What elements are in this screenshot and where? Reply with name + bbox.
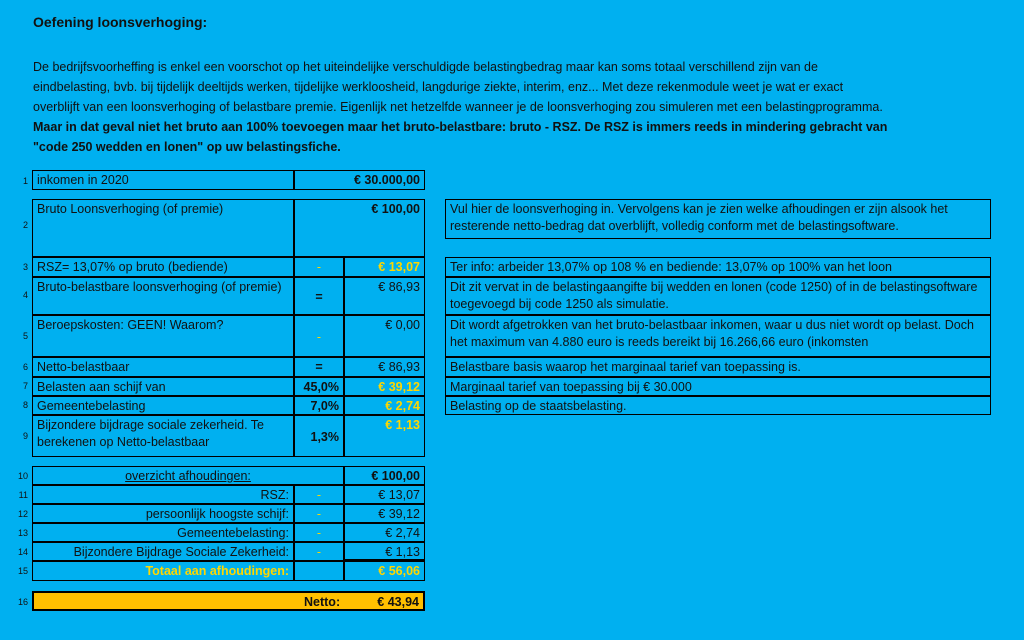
municipal-tax-value: € 2,74	[344, 396, 425, 415]
overview-social-value: € 1,13	[344, 542, 425, 561]
overview-bracket-operator: -	[294, 504, 344, 523]
page-title: Oefening loonsverhoging:	[33, 14, 208, 30]
tax-bracket-rate[interactable]: 45,0%	[294, 377, 344, 396]
net-taxable-info: Belastbare basis waarop het marginaal tarief van toepassing is.	[445, 357, 991, 377]
professional-costs-info: Dit wordt afgetrokken van het bruto-belastbaar inkomen, waar u dus niet wordt op belast. Doch het maximum van 4.880 euro is reeds bereikt bij 16.266,66 euro (inkomsten	[445, 315, 991, 357]
total-deductions-value: € 56,06	[344, 561, 425, 581]
overview-rsz-operator: -	[294, 485, 344, 504]
taxable-gross-operator: =	[294, 277, 344, 315]
row-number: 11	[18, 490, 28, 500]
rsz-label: RSZ= 13,07% op bruto (bediende)	[32, 257, 294, 277]
overview-rsz-label: RSZ:	[32, 485, 294, 504]
row-number: 10	[17, 471, 28, 481]
social-contribution-rate[interactable]: 1,3%	[294, 415, 344, 457]
row-number: 12	[17, 509, 28, 519]
social-contribution-label: Bijzondere bijdrage sociale zekerheid. Te berekenen op Netto-belastbaar	[32, 415, 294, 457]
net-taxable-label: Netto-belastbaar	[32, 357, 294, 377]
income-value[interactable]: € 30.000,00	[294, 170, 425, 190]
net-taxable-value: € 86,93	[344, 357, 425, 377]
overview-municipal-label: Gemeentebelasting:	[32, 523, 294, 542]
overview-social-operator: -	[294, 542, 344, 561]
row-number: 7	[22, 381, 28, 391]
row-number: 4	[22, 290, 28, 300]
intro-bold: Maar in dat geval niet het bruto aan 100% toevoegen maar het bruto-belastbare: bruto - RSZ. De RSZ is immers reeds in mindering gebracht van "code 250 wedden en lonen" op uw belastingsfiche.	[33, 120, 888, 154]
municipal-tax-info: Belasting op de staatsbelasting.	[445, 396, 991, 415]
taxable-gross-value: € 86,93	[344, 277, 425, 315]
row-number: 3	[22, 262, 28, 272]
netto-label: Netto:	[304, 595, 341, 609]
tax-bracket-value: € 39,12	[344, 377, 425, 396]
gross-raise-value[interactable]: € 100,00	[294, 199, 425, 257]
intro-text	[33, 57, 893, 157]
rsz-operator: -	[294, 257, 344, 277]
overview-bracket-value: € 39,12	[344, 504, 425, 523]
tax-bracket-label: Belasten aan schijf van	[32, 377, 294, 396]
netto-value: € 43,94	[377, 595, 419, 609]
netto-row	[32, 591, 425, 611]
row-number: 6	[22, 362, 28, 372]
professional-costs-operator: -	[294, 315, 344, 357]
gross-raise-info: Vul hier de loonsverhoging in. Vervolgens kan je zien welke afhoudingen er zijn alsook het resterende netto-bedrag dat overblijft, volledig conform met de belastingsoftware.	[445, 199, 991, 239]
tax-bracket-info: Marginaal tarief van toepassing bij € 30.000	[445, 377, 991, 396]
total-deductions-label: Totaal aan afhoudingen:	[32, 561, 294, 581]
gross-raise-label: Bruto Loonsverhoging (of premie)	[32, 199, 294, 257]
rsz-value: € 13,07	[344, 257, 425, 277]
overview-municipal-value: € 2,74	[344, 523, 425, 542]
professional-costs-value: € 0,00	[344, 315, 425, 357]
deductions-overview-value: € 100,00	[344, 466, 425, 485]
taxable-gross-label: Bruto-belastbare loonsverhoging (of premie)	[32, 277, 294, 315]
deductions-overview-label: overzicht afhoudingen:	[32, 466, 344, 485]
row-number: 9	[22, 431, 28, 441]
net-taxable-operator: =	[294, 357, 344, 377]
total-deductions-spacer	[294, 561, 344, 581]
row-number: 16	[17, 597, 28, 607]
rsz-info: Ter info: arbeider 13,07% op 108 % en bediende: 13,07% op 100% van het loon	[445, 257, 991, 277]
row-number: 13	[17, 528, 28, 538]
income-label: inkomen in 2020	[32, 170, 294, 190]
row-number: 15	[17, 566, 28, 576]
social-contribution-value: € 1,13	[344, 415, 425, 457]
row-number: 5	[22, 331, 28, 341]
row-number: 8	[22, 400, 28, 410]
row-number: 2	[22, 220, 28, 230]
overview-bracket-label: persoonlijk hoogste schijf:	[32, 504, 294, 523]
overview-rsz-value: € 13,07	[344, 485, 425, 504]
professional-costs-label: Beroepskosten: GEEN! Waarom?	[32, 315, 294, 357]
overview-social-label: Bijzondere Bijdrage Sociale Zekerheid:	[32, 542, 294, 561]
row-number: 14	[17, 547, 28, 557]
row-number: 1	[22, 176, 28, 186]
taxable-gross-info: Dit zit vervat in de belastingaangifte bij wedden en lonen (code 1250) of in de belastingsoftware toegevoegd bij code 1250 als simulatie.	[445, 277, 991, 315]
overview-municipal-operator: -	[294, 523, 344, 542]
intro-normal: De bedrijfsvoorheffing is enkel een voorschot op het uiteindelijke verschuldigde belastingbedrag maar kan soms totaal verschillend zijn van de eindbelasting, bvb. bij tijdelijk deeltijds werken, tijdelijke werkloosheid, langdurige ziekte, interim, enz... Met deze rekenmodule weet je wat er exact overblijft van een loonsverhoging of belastbare premie. Eigenlijk net hetzelfde wanneer je de loonsverhoging zou simuleren met een belastingprogramma.	[33, 60, 883, 114]
municipal-tax-rate[interactable]: 7,0%	[294, 396, 344, 415]
municipal-tax-label: Gemeentebelasting	[32, 396, 294, 415]
